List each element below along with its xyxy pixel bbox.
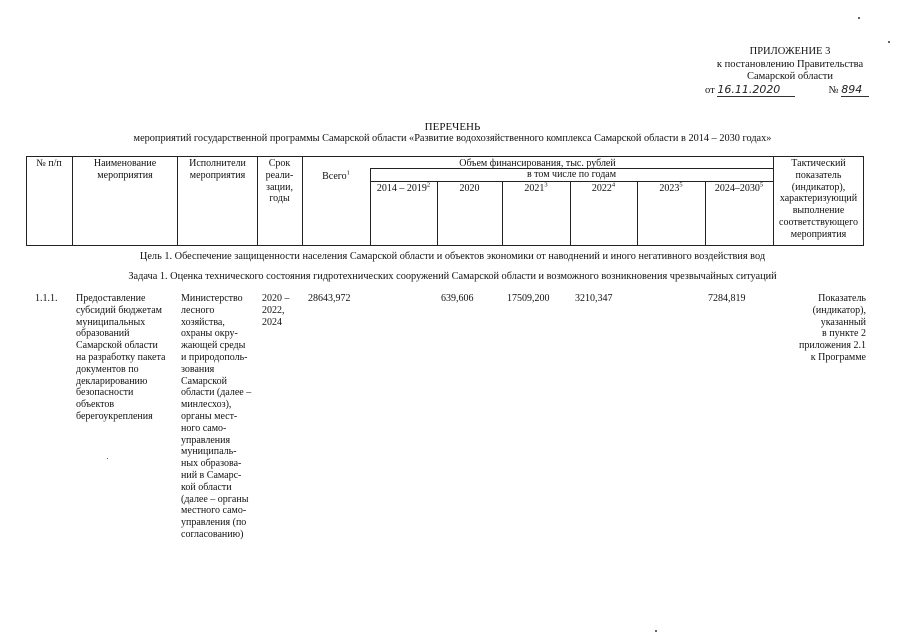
number-prefix: № xyxy=(828,85,839,96)
header-col-executors: Исполнители мероприятия xyxy=(189,158,246,181)
task-row: Задача 1. Оценка технического состояния гидротехнических сооружений Самарской области и возможного возникновения чрезвычайных ситуаций xyxy=(128,271,777,282)
row-measure-name: Предоставление субсидий бюджетам муниципальных образований Самарской области на разработку пакета документов по декларированию безопасности объектов берегоукрепления xyxy=(76,293,166,422)
appendix-title: ПРИЛОЖЕНИЕ 3 xyxy=(749,46,831,57)
header-col-indicator: Тактический показатель (индикатор), характеризующий выполнение соответствующего мероприятия xyxy=(779,158,858,240)
row-2020: 639,606 xyxy=(441,293,474,304)
row-total: 28643,972 xyxy=(308,293,351,304)
appendix-region: Самарской области xyxy=(747,71,833,82)
header-year-2014-2019: 2014 – 2019$^2$ xyxy=(376,181,431,194)
row-indicator: Показатель (индикатор), указанный в пункте 2 приложения 2.1 к Программе xyxy=(799,293,866,363)
goal-row: Цель 1. Обеспечение защищенности населения Самарской области и объектов экономики от наводнений и иного негативного воздействия вод xyxy=(139,251,766,262)
header-year-2024-2030: 2024–2030$^5$ xyxy=(714,181,764,194)
row-2024-2030: 7284,819 xyxy=(708,293,746,304)
header-total: Всего$^1$ xyxy=(322,169,350,182)
header-year-2022: 2022$^4$ xyxy=(591,181,616,194)
scan-speck xyxy=(888,41,890,43)
header-year-2021: 2021$^3$ xyxy=(524,181,548,194)
header-col-name: Наименование мероприятия xyxy=(93,158,157,181)
header-funding-group: Объем финансирования, тыс. рублей xyxy=(459,158,616,169)
row-number: 1.1.1. xyxy=(35,293,58,304)
appendix-date-line xyxy=(705,83,885,97)
header-col-term: Срок реали-зации, годы xyxy=(265,158,294,205)
scan-speck xyxy=(107,458,108,459)
date-value: 16.11.2020 xyxy=(717,83,795,97)
row-executors: Министерство лесного хозяйства, охраны окру- жающей среды и природополь- зования Самарской области (далее – минлесхоз), органы мест- ного само- управления муниципаль- ных образова- ний в Самарс- кой области (далее – органы местного само- управления (по согласованию) xyxy=(181,293,252,540)
row-2022: 3210,347 xyxy=(575,293,613,304)
number-value: 894 xyxy=(841,83,869,97)
appendix-reference: к постановлению Правительства xyxy=(716,58,864,70)
document-subtitle: мероприятий государственной программы Самарской области «Развитие водохозяйственного комплекса Самарской области в 2014 – 2030 годах» xyxy=(133,133,772,144)
header-col-number: № п/п xyxy=(36,158,62,169)
appendix-header xyxy=(690,46,890,84)
header-year-2023: 2023$^5$ xyxy=(659,181,683,194)
header-including-years: в том числе по годам xyxy=(526,169,617,180)
header-year-2020: 2020 xyxy=(459,183,480,194)
document-title: ПЕРЕЧЕНЬ xyxy=(424,121,481,133)
row-2021: 17509,200 xyxy=(507,293,550,304)
date-prefix: от xyxy=(705,85,715,96)
scan-speck xyxy=(858,17,860,19)
row-term: 2020 – 2022, 2024 xyxy=(262,293,290,328)
scan-speck xyxy=(655,630,657,632)
